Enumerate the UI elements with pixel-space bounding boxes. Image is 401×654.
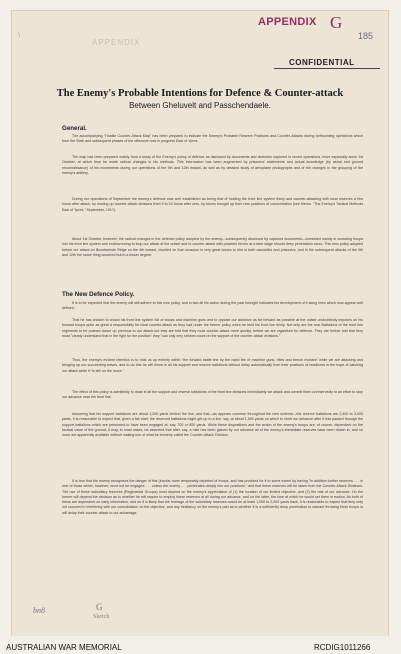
- section-heading-new-defence-policy: The New Defence Policy.: [62, 291, 135, 298]
- archive-reference: RCDIG1011266: [314, 643, 371, 652]
- corner-pencil-mark: \: [18, 30, 21, 39]
- body-paragraph: About 1st October, however, the radical changes in the defence policy adopted by the enemy—subsequently disclosed by captured documents—consisted mainly in crowding troops into his front line system and endeavouring to stop our attack at the outset and to counter-attack with powerful forces at a later stage should deep penetration occur. This new policy adopted before our attack on Broodseinde Ridge on the 4th instant, resulted on that occasion in very great losses to him in both casualties and prisoners, and in the subsequent attacks of the 9th and 12th the same thing occurred but in a lesser degree.: [62, 237, 363, 257]
- document-title: The Enemy's Probable Intentions for Defence & Counter-attack: [56, 88, 344, 99]
- faint-appendix-stamp: APPENDIX: [92, 38, 141, 47]
- body-paragraph: Thus, the enemy's evident intention is to hold us up entirely within "the forward battle line by the rapid fire of machine guns, rifles and trench mortars" while we are attacking and bringing up our succeeding waves, and to do this he will throw in all his support and reserve battalions without delay automatically from their positions of readiness in the hope of catching our attack while it "is still on the move.": [62, 358, 363, 373]
- body-paragraph: Assuming that his support battalions are about 1,200 yards behind the line, and that—as appears common throughout the new scheme—the reserve battalions are 2,400 to 3,000 yards, it is reasonable to expect that, given a fair start, the reserved battalions might get up to a line, say, at about 1,500 yards on which to meet our advance after it has passed through the support battalions which are presumed to have been engaged at, say, 700 or 800 yards. While these dispositions and the action of the enemy's troops are, of course, dependent on the tactical value of the ground, it may, in most cases, be assumed that after, say, a mile has been gained by our advance all of the enemy's immediate reserves have been drawn in, and no more are apparently available without making use of what he formerly called the Counter-Attack Division.: [62, 412, 363, 437]
- appendix-stamp: APPENDIX: [258, 16, 317, 28]
- appendix-letter-stamp: G: [330, 13, 343, 32]
- page-number: 185: [358, 31, 374, 41]
- body-paragraph: The map has been prepared mainly from a study of the Enemy's policy of defence as disclosed by documents and sketches captured in recent operations, more especially since 1st October, at which time he made radical changes in his methods. This information has been augmented by prisoners' statements and actual knowledge (by aerial and ground reconnaissance) of his movements during our operations of the 9th and 12th instant, as well as by detailed study of aeroplane photographs and of the changes in the grouping of the enemy's artillery.: [62, 155, 363, 175]
- pencil-annotation: Sketch: [93, 614, 110, 620]
- document-subtitle: Between Gheluvelt and Passchendaele.: [129, 101, 271, 110]
- section-heading-general: General.: [62, 125, 87, 132]
- pencil-annotation: G: [96, 602, 103, 612]
- classification-label: CONFIDENTIAL: [289, 58, 355, 67]
- body-paragraph: The accompanying "Hostile Counter-Attack Map" has been prepared to indicate the Enemy's Probable Reserve Positions and Counter-Attacks during forthcoming operations which form the Sixth and subsequent phases of the offensive now in progress East of Ypres.: [62, 134, 363, 144]
- body-paragraph: That he has chosen to crowd his front line system full of troops and machine guns and to oppose our advance as far forward as possible at the outset undoubtedly imposes on his forward troops quite as great a responsibility for local counter-attack as they had under the former policy when he held his front line thinly. Not only are the rear Battalions of the front line regiments to be pushed closer up previous to our attack but they are told that they must counter-attack more quickly, before we are organised for defence. They are further told that they must "clearly understand that in the fight for the position" they "can only very seldom count on the support of the counter-attack divisions.": [62, 318, 363, 338]
- body-paragraph: During our operations of September the enemy's defence was well established as being that of holding the front line system thinly and counter-attacking with local reserves a few hours after attack, by moving up counter-attack divisions from 9 to 10 hours after zero, by forces brought up from rear positions of concentration (see Memo. "The Enemy's Tactical Methods East of Ypres," September, 1917).: [62, 197, 363, 212]
- body-paragraph: It is true that the enemy recognises the danger of this (insofar none temporarily depleted of troops, and has provided for it to some extent by having "in addition further reserves . . . in rear of those which, however, must not be engaged . . . unless the enemy . . . penetrates deeply into our positions," and that these reserves will be taken from the Counter-Attack Divisions. The use of these subsidiary reserves (Regimental Groups) must depend on the enemy's appreciation of (1) the location of our limited objective, and (2) the rate of our advance. On the former will depend the decision as to whether he will require to employ these reserves at all during our advance, and on the latter, the time at which he would set them in motion. As both of these are dependent on early information, and as it is likely that the frontage of the subsidiary reserves would be at least 1,000 to 2,000 yards back, it is reasonable to expect that they may not succeed in interfering with our consolidation on the objective, and any hesitancy on the enemy's part as to whether it is a sufficiently deep penetration to warrant throwing fresh troops in will delay their counter-attack to our advantage.: [62, 479, 363, 515]
- archive-name: AUSTRALIAN WAR MEMORIAL: [6, 643, 122, 652]
- body-paragraph: It is to be expected that the enemy will still adhere to this new policy, and in fact all his action during the past fortnight indicates his development of it along lines which now appear well defined.: [62, 301, 363, 311]
- pencil-annotation: bn8: [33, 606, 45, 615]
- body-paragraph: The effect of this policy is admittedly to draw in all the support and reserve battalions of the front line divisions immediately we attack and commit them unreservedly to an effort to stop our advance near the front line.: [62, 390, 363, 400]
- classification-underline: [274, 68, 380, 69]
